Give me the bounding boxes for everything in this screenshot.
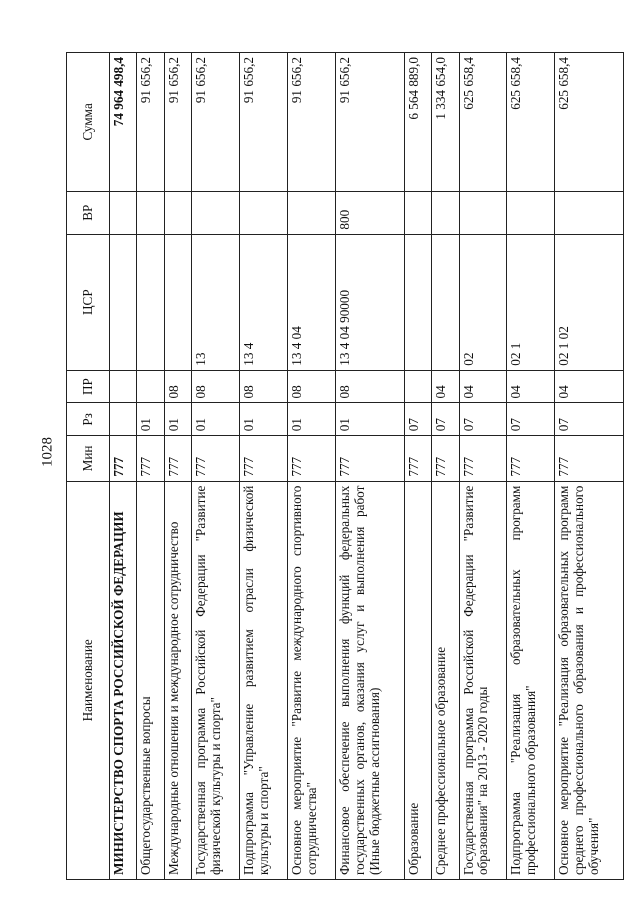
vr-cell [164, 191, 191, 234]
header-rz: Рз [67, 403, 110, 436]
csr-cell: 02 1 02 [555, 234, 624, 370]
pr-cell: 04 [555, 370, 624, 403]
table-header [67, 53, 110, 880]
csr-cell: 13 4 04 [288, 234, 336, 370]
pr-cell [110, 370, 137, 403]
vr-cell: 800 [336, 191, 404, 234]
sum-cell: 625 658,4 [555, 53, 624, 192]
header-pr: ПР [67, 370, 110, 403]
name-cell: Финансовое обеспечение выполнения функций федеральных государственных органов, оказания услуг и выполнения работ (Иные бюджетные ассигнования) [336, 481, 404, 879]
page-number: 1028 [39, 437, 56, 467]
min-cell: 777 [555, 436, 624, 481]
budget-table [66, 52, 624, 880]
table-row [404, 53, 431, 880]
min-cell: 777 [404, 436, 431, 481]
sum-cell: 1 334 654,0 [432, 53, 459, 192]
min-cell: 777 [192, 436, 240, 481]
rz-cell: 07 [404, 403, 431, 436]
header-name: Наименование [67, 481, 110, 879]
pr-cell: 08 [192, 370, 240, 403]
pr-cell [404, 370, 431, 403]
sum-cell: 91 656,2 [137, 53, 164, 192]
sum-cell: 625 658,4 [507, 53, 555, 192]
rz-cell: 01 [164, 403, 191, 436]
table-row [555, 53, 624, 880]
pr-cell: 08 [288, 370, 336, 403]
name-cell: Общегосударственные вопросы [137, 481, 164, 879]
pr-cell: 04 [507, 370, 555, 403]
csr-cell [404, 234, 431, 370]
min-cell: 777 [110, 436, 137, 481]
csr-cell [110, 234, 137, 370]
rz-cell [110, 403, 137, 436]
rz-cell: 07 [432, 403, 459, 436]
table-row [432, 53, 459, 880]
name-cell: Образование [404, 481, 431, 879]
rz-cell: 01 [240, 403, 288, 436]
sum-cell: 91 656,2 [164, 53, 191, 192]
min-cell: 777 [288, 436, 336, 481]
header-csr: ЦСР [67, 234, 110, 370]
min-cell: 777 [336, 436, 404, 481]
vr-cell [192, 191, 240, 234]
rz-cell: 01 [336, 403, 404, 436]
vr-cell [507, 191, 555, 234]
sum-cell: 625 658,4 [459, 53, 507, 192]
table-row [110, 53, 137, 880]
rz-cell: 07 [555, 403, 624, 436]
name-cell: МИНИСТЕРСТВО СПОРТА РОССИЙСКОЙ ФЕДЕРАЦИИ [110, 481, 137, 879]
csr-cell [432, 234, 459, 370]
pr-cell: 08 [336, 370, 404, 403]
sum-cell: 74 964 498,4 [110, 53, 137, 192]
csr-cell: 13 [192, 234, 240, 370]
rz-cell: 07 [459, 403, 507, 436]
min-cell: 777 [507, 436, 555, 481]
csr-cell: 02 1 [507, 234, 555, 370]
csr-cell: 13 4 [240, 234, 288, 370]
rz-cell: 01 [288, 403, 336, 436]
pr-cell: 08 [164, 370, 191, 403]
table-body [110, 53, 624, 880]
table-row [164, 53, 191, 880]
pr-cell [137, 370, 164, 403]
table-row [192, 53, 240, 880]
min-cell: 777 [164, 436, 191, 481]
table-row [459, 53, 507, 880]
vr-cell [432, 191, 459, 234]
header-vr: ВР [67, 191, 110, 234]
vr-cell [137, 191, 164, 234]
vr-cell [459, 191, 507, 234]
table-row [240, 53, 288, 880]
table-row [288, 53, 336, 880]
csr-cell: 02 [459, 234, 507, 370]
csr-cell [137, 234, 164, 370]
min-cell: 777 [459, 436, 507, 481]
vr-cell [288, 191, 336, 234]
name-cell: Международные отношения и международное сотрудничество [164, 481, 191, 879]
rz-cell: 01 [137, 403, 164, 436]
budget-table-container [66, 52, 624, 880]
sum-cell: 6 564 889,0 [404, 53, 431, 192]
pr-cell: 04 [459, 370, 507, 403]
name-cell: Государственная программа Российской Федерации "Развитие образования" на 2013 - 2020 годы [459, 481, 507, 879]
rz-cell: 01 [192, 403, 240, 436]
sum-cell: 91 656,2 [240, 53, 288, 192]
name-cell: Подпрограмма "Управление развитием отрасли физической культуры и спорта" [240, 481, 288, 879]
csr-cell [164, 234, 191, 370]
vr-cell [404, 191, 431, 234]
header-min: Мин [67, 436, 110, 481]
min-cell: 777 [432, 436, 459, 481]
table-row [137, 53, 164, 880]
vr-cell [110, 191, 137, 234]
min-cell: 777 [137, 436, 164, 481]
table-row [507, 53, 555, 880]
sum-cell: 91 656,2 [192, 53, 240, 192]
name-cell: Среднее профессиональное образование [432, 481, 459, 879]
csr-cell: 13 4 04 90000 [336, 234, 404, 370]
pr-cell: 04 [432, 370, 459, 403]
name-cell: Подпрограмма "Реализация образовательных программ профессионального образования" [507, 481, 555, 879]
pr-cell: 08 [240, 370, 288, 403]
min-cell: 777 [240, 436, 288, 481]
vr-cell [240, 191, 288, 234]
table-row [336, 53, 404, 880]
vr-cell [555, 191, 624, 234]
sum-cell: 91 656,2 [336, 53, 404, 192]
name-cell: Основное мероприятие "Реализация образовательных программ среднего профессионального образования и профессионального обучения" [555, 481, 624, 879]
sum-cell: 91 656,2 [288, 53, 336, 192]
name-cell: Государственная программа Российской Федерации "Развитие физической культуры и спорта" [192, 481, 240, 879]
name-cell: Основное мероприятие "Развитие международного спортивного сотрудничества" [288, 481, 336, 879]
header-sum: Сумма [67, 53, 110, 192]
rz-cell: 07 [507, 403, 555, 436]
